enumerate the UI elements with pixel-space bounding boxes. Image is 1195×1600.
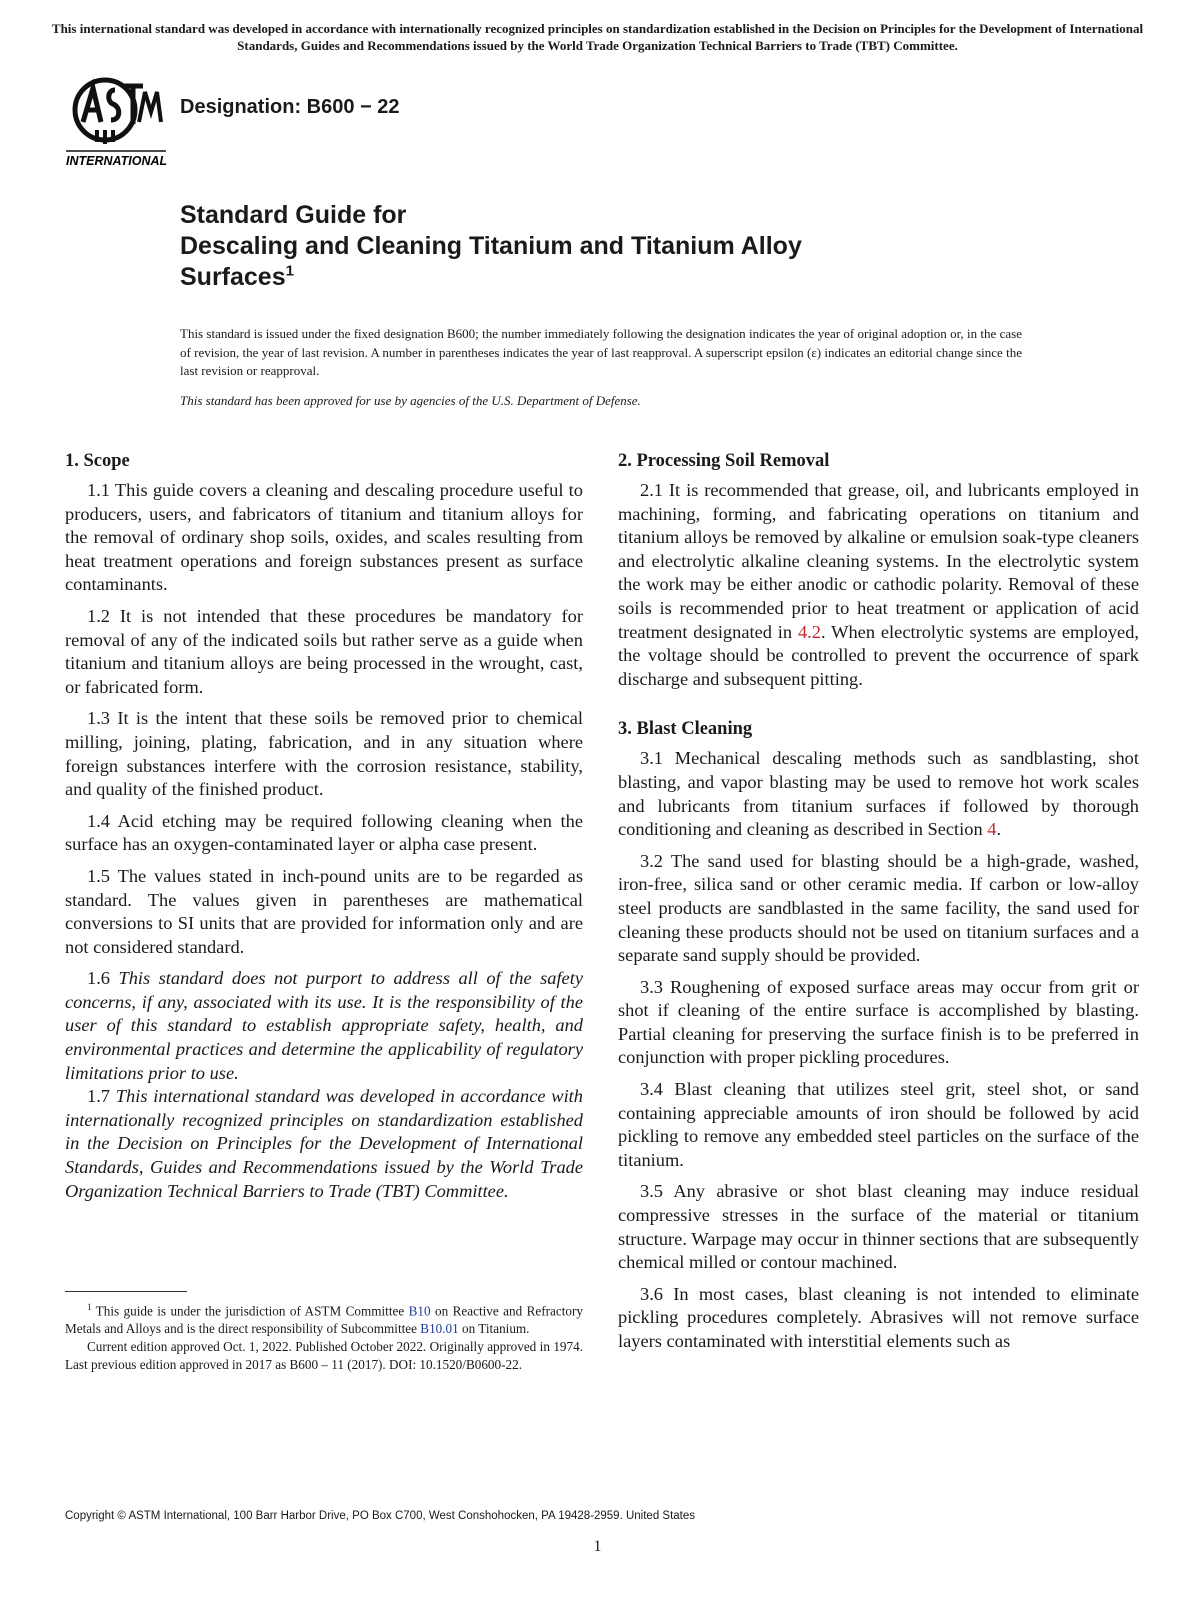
page-number: 1 bbox=[593, 1538, 602, 1555]
footnote-1-text-c: on Titanium. bbox=[458, 1321, 530, 1337]
paragraph-1-2: 1.2 It is not intended that these procedures be mandatory for removal of any of the indicated soils but rather serve as a guide when titanium and titanium alloys are being processed in the wrought, cast, or fabricated form. bbox=[65, 605, 583, 697]
section-3-heading: 3. Blast Cleaning bbox=[618, 719, 753, 740]
paragraph-1-5: 1.5 The values stated in inch-pound units are to be regarded as standard. The values given in parentheses are mathematical conversions to SI units that are provided for information only and are not considered standard. bbox=[65, 865, 583, 957]
paragraph-3-2: 3.2 The sand used for blasting should be a high-grade, washed, iron-free, silica sand or other ceramic media. If carbon or low-alloy steel products are sandblasted in the same facility, the sand used for cleaning these products should not be used on titanium surfaces and a separate sand supply should be provided. bbox=[618, 850, 1139, 966]
paragraph-3-3: 3.3 Roughening of exposed surface areas may occur from grit or shot if cleaning of the entire surface is accomplished by blasting. Partial cleaning for preserving the surface finish is to be preferred in conjunction with proper pickling procedures. bbox=[618, 976, 1139, 1068]
paragraph-3-1-text-b: . bbox=[996, 819, 1002, 840]
issue-note: This standard is issued under the fixed designation B600; the number immediately following the designation indicates the year of original adoption or, in the case of revision, the year of last revision. A number in parentheses indicates the year of last reapproval. A superscript epsilon (ε) indicates an editorial change since the last revision or reapproval. bbox=[180, 326, 1022, 378]
paragraph-2-1-text-b: . When electrolytic systems are employed, the voltage should be controlled to prevent the occurrence of spark discharge and subsequent pitting. bbox=[618, 621, 1139, 689]
paragraph-2-1 bbox=[618, 479, 1139, 691]
paragraph-1-7-number: 1.7 bbox=[87, 1086, 110, 1107]
footnote-edition: Current edition approved Oct. 1, 2022. Published October 2022. Originally approved in 1974. Last previous edition approved in 2017 as B600 – 11 (2017). DOI: 10.1520/B0600-22. bbox=[65, 1339, 583, 1373]
link-subcommittee-b10-01[interactable]: B10.01 bbox=[420, 1321, 459, 1337]
astm-logo-icon bbox=[63, 72, 173, 168]
paragraph-1-3: 1.3 It is the intent that these soils be removed prior to chemical milling, joining, plating, fabrication, and in any situation where foreign substances interfere with the corrosion resistance, stability, and quality of the finished product. bbox=[65, 708, 583, 800]
link-section-4[interactable]: 4 bbox=[987, 819, 997, 840]
title-line-2: Descaling and Cleaning Titanium and Titanium Alloy bbox=[180, 232, 802, 260]
right-column bbox=[618, 449, 1139, 1362]
paragraph-3-4: 3.4 Blast cleaning that utilizes steel grit, steel shot, or sand containing appreciable amounts of iron should be followed by acid pickling to remove any embedded steel particles on the surface of the titanium. bbox=[618, 1079, 1139, 1170]
designation: Designation: B600 − 22 bbox=[180, 96, 400, 118]
left-column bbox=[65, 449, 583, 1211]
paragraph-3-5: 3.5 Any abrasive or shot blast cleaning may induce residual compressive stresses in the surface of the material or titanium structure. Warpage may occur in thinner sections that are subsequently chemical milled or contour machined. bbox=[618, 1181, 1139, 1273]
footnotes bbox=[65, 1298, 583, 1374]
astm-logo-text: INTERNATIONAL bbox=[66, 154, 168, 168]
paragraph-1-7 bbox=[65, 1085, 583, 1203]
paragraph-1-6-text: This standard does not purport to address all of the safety concerns, if any, associated with its use. It is the responsibility of the user of this standard to establish appropriate safety, health, and environmental practices and determine the applicability of regulatory limitations prior to use. bbox=[65, 968, 583, 1083]
paragraph-2-1-text-a: 2.1 It is recommended that grease, oil, and lubricants employed in machining, forming, and fabricating operations on titanium and titanium alloys be removed by alkaline or emulsion soak-type cleaners and electrolytic alkaline cleaning systems. In the electrolytic system the work may be either anodic or cathodic polarity. Removal of these soils is recommended prior to heat treatment or application of acid treatment designated in bbox=[618, 480, 1139, 642]
link-section-4-2[interactable]: 4.2 bbox=[797, 621, 821, 642]
title-footnote-mark: 1 bbox=[285, 262, 294, 280]
document-title bbox=[180, 200, 1080, 293]
paragraph-3-1 bbox=[618, 747, 1139, 841]
link-committee-b10[interactable]: B10 bbox=[408, 1303, 431, 1319]
astm-logo bbox=[63, 72, 173, 168]
top-notice: This international standard was developed in accordance with internationally recognized principles on standardization established in the Decision on Principles for the Development of International Standards, Guides and Recommendations issued by the World Trade Organization Technical Barriers to Trade (TBT) Committee. bbox=[51, 21, 1144, 53]
title-line-1: Standard Guide for bbox=[180, 201, 407, 229]
paragraph-1-6 bbox=[65, 967, 583, 1085]
paragraph-1-6-number: 1.6 bbox=[87, 968, 110, 989]
dod-note: This standard has been approved for use by agencies of the U.S. Department of Defense. bbox=[180, 393, 641, 408]
footnote-1-mark: 1 bbox=[87, 1302, 92, 1312]
paragraph-3-6: 3.6 In most cases, blast cleaning is not intended to eliminate pickling procedures completely. Abrasives will not remove surface layers contaminated with interstitial elements such as bbox=[618, 1283, 1139, 1351]
footnote-1 bbox=[65, 1298, 583, 1338]
footnote-1-text-a: This guide is under the jurisdiction of ASTM Committee bbox=[91, 1303, 409, 1319]
paragraph-1-1: 1.1 This guide covers a cleaning and descaling procedure useful to producers, users, and fabricators of titanium and titanium alloys for the removal of ordinary shop soils, oxides, and scales resulting from heat treatment operations and foreign substances present as surface contaminants. bbox=[65, 480, 583, 595]
copyright: Copyright © ASTM International, 100 Barr Harbor Drive, PO Box C700, West Conshohocken, PA 19428-2959. United States bbox=[65, 1510, 696, 1522]
footnote-1-text-b: on Reactive and Refractory Metals and Alloys and is the direct responsibility of Subcommittee bbox=[65, 1303, 583, 1337]
paragraph-3-1-text-a: 3.1 Mechanical descaling methods such as sandblasting, shot blasting, and vapor blasting may be used to remove hot work scales and lubricants from titanium surfaces if followed by thorough conditioning and cleaning as described in Section bbox=[618, 748, 1139, 840]
footnote-divider bbox=[65, 1291, 187, 1292]
title-line-3 bbox=[180, 262, 1080, 293]
paragraph-1-4: 1.4 Acid etching may be required following cleaning when the surface has an oxygen-contaminated layer or alpha case present. bbox=[65, 810, 583, 855]
section-2-heading: 2. Processing Soil Removal bbox=[618, 451, 830, 471]
title-line-3-text: Surfaces bbox=[180, 263, 286, 291]
section-1-heading: 1. Scope bbox=[65, 451, 130, 471]
paragraph-1-7-text: This international standard was developed in accordance with internationally recognized principles on standardization established in the Decision on Principles for the Development of International Standards, Guides and Recommendations issued by the World Trade Organization Technical Barriers to Trade (TBT) Committee. bbox=[65, 1086, 583, 1201]
